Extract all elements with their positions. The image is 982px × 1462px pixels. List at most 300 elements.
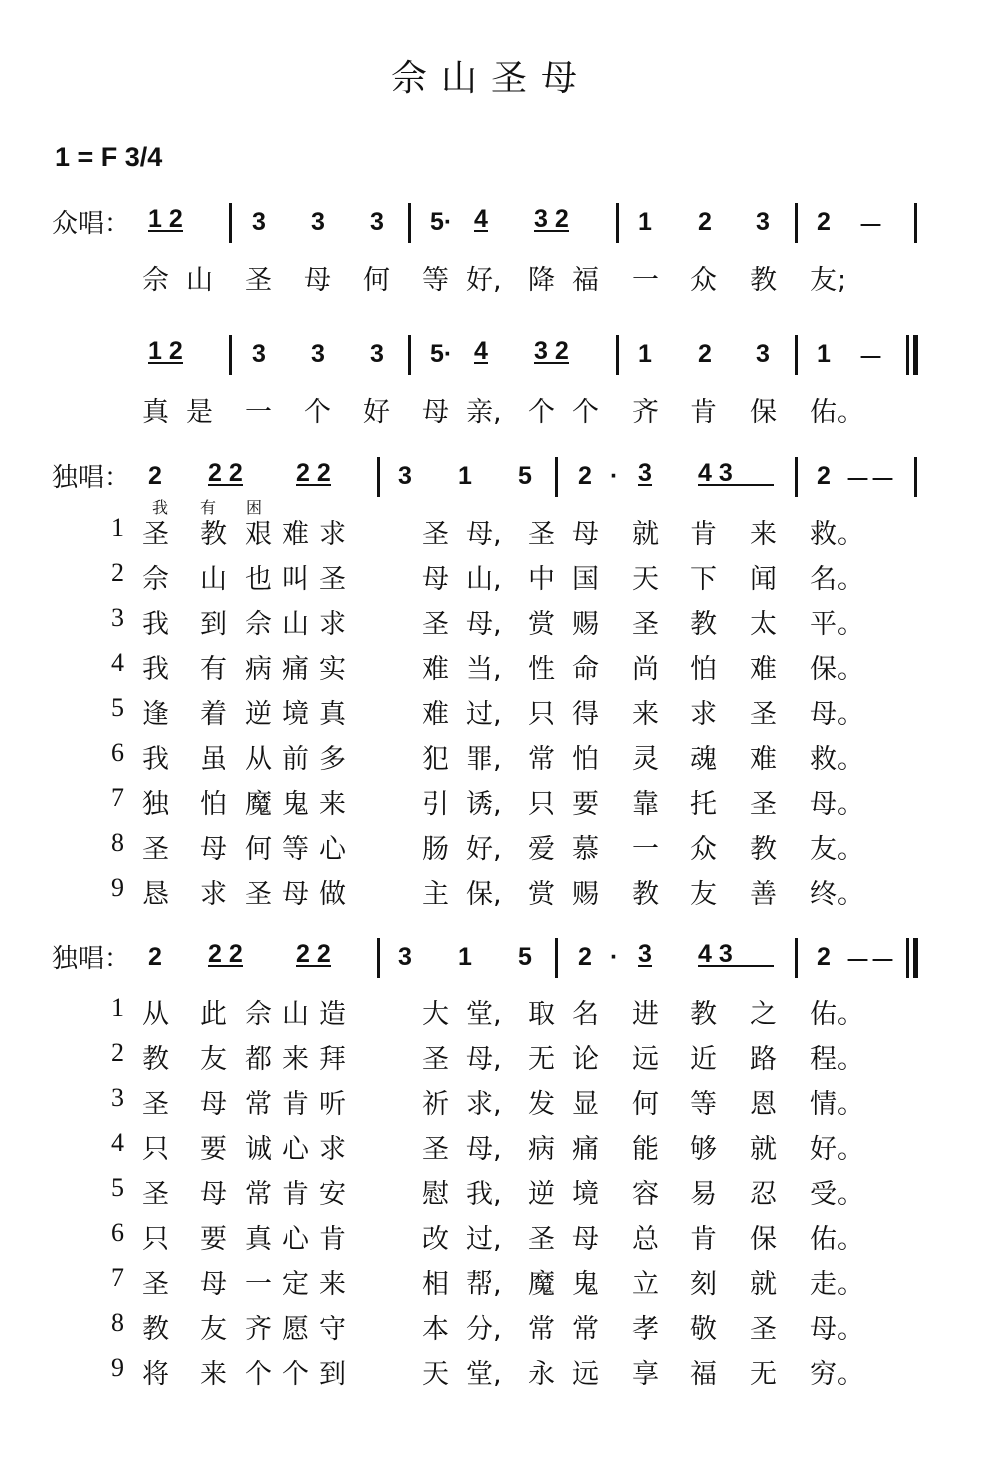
lyric: 圣 — [245, 265, 272, 296]
verse-number: 9 — [111, 1353, 124, 1382]
barline — [795, 335, 798, 375]
verse-lyric: 佘山求 — [245, 609, 356, 640]
verse-lyric: 慰 — [422, 1179, 449, 1210]
verse-lyric: 之 — [750, 999, 777, 1030]
verse-lyric: 刻 — [690, 1269, 717, 1300]
solo2-label: 独唱： — [52, 944, 131, 974]
verse-lyric: 当, — [466, 654, 502, 685]
verse-lyric: 慕 — [572, 834, 599, 865]
verse-lyric: 我 — [142, 744, 169, 775]
verse-lyric: 只 — [528, 699, 555, 730]
note: 3 — [311, 208, 325, 236]
verse-lyric: 母 — [200, 1269, 227, 1300]
verse-lyric: 圣 — [528, 1224, 555, 1255]
verse-lyric: 母, — [466, 609, 502, 640]
note: 3 — [370, 208, 384, 236]
lyric: 一 — [245, 397, 272, 428]
barline — [377, 457, 380, 497]
verse-lyric: 孝 — [632, 1314, 659, 1345]
lyric: 友; — [810, 265, 847, 296]
note: 3 — [398, 943, 412, 971]
verse-lyric: 救。 — [810, 744, 864, 775]
verse-lyric: 善 — [750, 879, 777, 910]
note: 2 — [698, 340, 712, 368]
note: 3 — [756, 340, 770, 368]
verse-lyric: 圣 — [422, 609, 449, 640]
verse-lyric: 从 — [142, 999, 169, 1030]
verse-number: 7 — [111, 783, 124, 812]
verse-lyric: 何 — [632, 1089, 659, 1120]
final-barline — [906, 335, 918, 375]
verse-lyric: 圣 — [142, 1089, 169, 1120]
verse-lyric: 保, — [466, 879, 502, 910]
verse-lyric: 境 — [572, 1179, 599, 1210]
verse-lyric: 来 — [632, 699, 659, 730]
verse-lyric: 无 — [750, 1359, 777, 1390]
verse-lyric: 圣 — [422, 519, 449, 550]
lyric: 福 — [572, 265, 599, 296]
verse-lyric: 远 — [632, 1044, 659, 1075]
verse-lyric: 本 — [422, 1314, 449, 1345]
note: 2 — [148, 462, 162, 490]
verse-lyric: 母 — [572, 519, 599, 550]
lyric: 亲, — [466, 397, 502, 428]
lyric: 好, — [466, 265, 502, 296]
verse-lyric: 圣 — [142, 834, 169, 865]
verse-lyric: 母 — [422, 564, 449, 595]
verse-lyric: 求 — [690, 699, 717, 730]
barline — [795, 457, 798, 497]
verse-lyric: 来 — [750, 519, 777, 550]
note: 1 2 — [148, 205, 183, 233]
verse-lyric: 常肯安 — [245, 1179, 356, 1210]
lyric: 个 — [572, 397, 599, 428]
note: 2 — [698, 208, 712, 236]
note: 1 — [458, 943, 472, 971]
verse-number: 3 — [111, 603, 124, 632]
verse-number: 5 — [111, 693, 124, 722]
verse-number: 6 — [111, 1218, 124, 1247]
verse-lyric: 就 — [750, 1134, 777, 1165]
verse-lyric: 赏 — [528, 609, 555, 640]
lyric: 个 — [304, 397, 331, 428]
note: 3 2 — [534, 205, 569, 233]
lyric: 山 — [186, 265, 213, 296]
verse-lyric: 犯 — [422, 744, 449, 775]
verse-lyric: 太 — [750, 609, 777, 640]
note: 2 — [817, 943, 831, 971]
verse-lyric: 病 — [528, 1134, 555, 1165]
barline — [555, 457, 558, 497]
verse-lyric: 福 — [690, 1359, 717, 1390]
note: 4 3 — [698, 943, 774, 967]
chorus-label: 众唱： — [52, 209, 131, 239]
verse-lyric: 着 — [200, 699, 227, 730]
verse-lyric: 只 — [142, 1224, 169, 1255]
verse-lyric: 命 — [572, 654, 599, 685]
verse-lyric: 等 — [690, 1089, 717, 1120]
note: 1 — [817, 340, 831, 368]
verse-lyric: 一定来 — [245, 1269, 356, 1300]
verse-lyric: 取 — [528, 999, 555, 1030]
verse-lyric: 圣 — [142, 1179, 169, 1210]
note: 4 3 — [698, 462, 774, 486]
verse-lyric: 靠 — [632, 789, 659, 820]
verse-lyric: 赏 — [528, 879, 555, 910]
verse-lyric: 中 — [528, 564, 555, 595]
verse-lyric: 母 — [572, 1224, 599, 1255]
barline — [408, 203, 411, 243]
verse-lyric: 教 — [690, 609, 717, 640]
verse-lyric: 母, — [466, 1044, 502, 1075]
verse-lyric: 能 — [632, 1134, 659, 1165]
verse-lyric: 终。 — [810, 879, 864, 910]
verse-lyric: 敬 — [690, 1314, 717, 1345]
verse-lyric: 得 — [572, 699, 599, 730]
verse-lyric: 只 — [528, 789, 555, 820]
verse-lyric: 常 — [528, 1314, 555, 1345]
note: 3 — [370, 340, 384, 368]
verse-lyric: 天 — [632, 564, 659, 595]
barline — [795, 938, 798, 978]
verse-lyric: 情。 — [810, 1089, 864, 1120]
verse-number: 7 — [111, 1263, 124, 1292]
lyric: 佑。 — [810, 397, 864, 428]
verse-lyric: 显 — [572, 1089, 599, 1120]
verse-number: 5 — [111, 1173, 124, 1202]
verse-lyric: 魔鬼来 — [245, 789, 356, 820]
verse-lyric: 母 — [200, 1179, 227, 1210]
barline — [229, 335, 232, 375]
note: · — [610, 462, 619, 490]
barline — [229, 203, 232, 243]
note: 2 2 — [208, 459, 243, 487]
note: 2 — [817, 462, 831, 490]
verse-lyric: 相 — [422, 1269, 449, 1300]
note: 1 — [638, 208, 652, 236]
verse-lyric: 母, — [466, 519, 502, 550]
verse-lyric: 病痛实 — [245, 654, 356, 685]
verse-lyric: 程。 — [810, 1044, 864, 1075]
note: － — [858, 212, 884, 240]
lyric: 母 — [304, 265, 331, 296]
verse-lyric: 到 — [200, 609, 227, 640]
verse-lyric: 怕 — [200, 789, 227, 820]
verse-lyric: 将 — [142, 1359, 169, 1390]
verse-lyric: 独 — [142, 789, 169, 820]
barline — [914, 457, 917, 497]
verse-lyric: 容 — [632, 1179, 659, 1210]
verse-lyric: 母。 — [810, 789, 864, 820]
verse-lyric: 近 — [690, 1044, 717, 1075]
verse-lyric: 灵 — [632, 744, 659, 775]
verse-lyric: 托 — [690, 789, 717, 820]
lyric: 一 — [632, 265, 659, 296]
note: 4 — [474, 205, 488, 233]
lyric: 真 — [142, 397, 169, 428]
verse-lyric: 堂, — [466, 999, 502, 1030]
verse-lyric: 圣 — [142, 519, 169, 550]
verse-lyric: 母, — [466, 1134, 502, 1165]
verse-lyric: 尚 — [632, 654, 659, 685]
lyric: 教 — [750, 265, 777, 296]
verse-lyric: 肯 — [690, 1224, 717, 1255]
verse-lyric: 山 — [200, 564, 227, 595]
note: · — [610, 943, 619, 971]
verse-lyric: 常 — [572, 1314, 599, 1345]
verse-lyric: 常肯听 — [245, 1089, 356, 1120]
verse-lyric: 佑。 — [810, 999, 864, 1030]
verse-lyric: 只 — [142, 1134, 169, 1165]
verse-lyric: 要 — [200, 1134, 227, 1165]
verse-number: 4 — [111, 1128, 124, 1157]
note: 2 — [148, 943, 162, 971]
verse-lyric: 佑。 — [810, 1224, 864, 1255]
note: 2 — [817, 208, 831, 236]
verse-lyric: 保 — [750, 1224, 777, 1255]
lyric: 个 — [528, 397, 555, 428]
lyric: 众 — [690, 265, 717, 296]
verse-lyric: 好, — [466, 834, 502, 865]
verse-lyric: 罪, — [466, 744, 502, 775]
verse-lyric: 诚心求 — [245, 1134, 356, 1165]
verse-lyric: 诱, — [466, 789, 502, 820]
barline — [795, 203, 798, 243]
note: 3 — [756, 208, 770, 236]
lyric: 母 — [422, 397, 449, 428]
verse-lyric: 下 — [690, 564, 717, 595]
verse-lyric: 受。 — [810, 1179, 864, 1210]
verse-lyric: 恳 — [142, 879, 169, 910]
final-barline — [906, 938, 918, 978]
lyric: 保 — [750, 397, 777, 428]
note: 3 — [638, 459, 652, 487]
verse-lyric: 母 — [200, 834, 227, 865]
barline — [377, 938, 380, 978]
verse-number: 4 — [111, 648, 124, 677]
verse-lyric: 何等心 — [245, 834, 356, 865]
verse-lyric: 就 — [632, 519, 659, 550]
barline — [408, 335, 411, 375]
verse-lyric: 永 — [528, 1359, 555, 1390]
verse-lyric: 虽 — [200, 744, 227, 775]
note: 5 — [518, 462, 532, 490]
note: 3 — [252, 208, 266, 236]
note: －－ — [845, 947, 896, 975]
verse-lyric: 进 — [632, 999, 659, 1030]
verse-number: 3 — [111, 1083, 124, 1112]
verse-lyric: 引 — [422, 789, 449, 820]
verse-lyric: 忍 — [750, 1179, 777, 1210]
verse-lyric: 大 — [422, 999, 449, 1030]
verse-lyric: 总 — [632, 1224, 659, 1255]
solo1-label: 独唱： — [52, 463, 131, 493]
verse-lyric: 我 — [142, 609, 169, 640]
verse-lyric: 救。 — [810, 519, 864, 550]
verse-lyric: 祈 — [422, 1089, 449, 1120]
verse-lyric: 立 — [632, 1269, 659, 1300]
song-title: 佘山圣母 — [390, 58, 591, 99]
note: 5· — [430, 340, 453, 368]
verse-lyric: 够 — [690, 1134, 717, 1165]
verse-lyric: 恩 — [750, 1089, 777, 1120]
verse-lyric: 教 — [142, 1044, 169, 1075]
small-lyric: 我 — [152, 498, 169, 517]
lyric: 降 — [528, 265, 555, 296]
verse-lyric: 一 — [632, 834, 659, 865]
verse-lyric: 享 — [632, 1359, 659, 1390]
note: 1 2 — [148, 337, 183, 365]
verse-lyric: 圣 — [528, 519, 555, 550]
verse-lyric: 我 — [142, 654, 169, 685]
verse-lyric: 也叫圣 — [245, 564, 356, 595]
verse-lyric: 佘 — [142, 564, 169, 595]
verse-lyric: 易 — [690, 1179, 717, 1210]
verse-lyric: 圣母做 — [245, 879, 356, 910]
verse-lyric: 赐 — [572, 609, 599, 640]
note: 3 — [638, 940, 652, 968]
verse-lyric: 怕 — [572, 744, 599, 775]
note: 2 2 — [296, 459, 331, 487]
verse-number: 8 — [111, 1308, 124, 1337]
small-lyric: 有 — [200, 498, 217, 517]
note: － — [858, 344, 884, 372]
note: －－ — [845, 466, 896, 494]
verse-lyric: 求, — [466, 1089, 502, 1120]
verse-lyric: 教 — [690, 999, 717, 1030]
verse-lyric: 齐愿守 — [245, 1314, 356, 1345]
verse-number: 1 — [111, 513, 124, 542]
verse-lyric: 从前多 — [245, 744, 356, 775]
verse-lyric: 教 — [142, 1314, 169, 1345]
verse-lyric: 论 — [572, 1044, 599, 1075]
note: 2 — [578, 462, 592, 490]
verse-lyric: 佘山造 — [245, 999, 356, 1030]
verse-lyric: 无 — [528, 1044, 555, 1075]
note: 5 — [518, 943, 532, 971]
note: 4 — [474, 337, 488, 365]
verse-lyric: 逆 — [528, 1179, 555, 1210]
verse-lyric: 国 — [572, 564, 599, 595]
verse-lyric: 圣 — [422, 1134, 449, 1165]
key-signature: 1 = F 3/4 — [55, 142, 163, 172]
lyric: 好 — [363, 397, 390, 428]
verse-lyric: 爱 — [528, 834, 555, 865]
verse-lyric: 肯 — [690, 519, 717, 550]
verse-lyric: 肠 — [422, 834, 449, 865]
verse-lyric: 分, — [466, 1314, 502, 1345]
verse-lyric: 远 — [572, 1359, 599, 1390]
verse-lyric: 圣 — [422, 1044, 449, 1075]
verse-number: 6 — [111, 738, 124, 767]
verse-lyric: 友。 — [810, 834, 864, 865]
verse-number: 8 — [111, 828, 124, 857]
verse-lyric: 帮, — [466, 1269, 502, 1300]
note: 3 — [311, 340, 325, 368]
verse-lyric: 性 — [528, 654, 555, 685]
verse-lyric: 圣 — [750, 699, 777, 730]
verse-lyric: 名。 — [810, 564, 864, 595]
verse-lyric: 友 — [200, 1044, 227, 1075]
note: 2 2 — [296, 940, 331, 968]
verse-lyric: 赐 — [572, 879, 599, 910]
verse-lyric: 难 — [422, 654, 449, 685]
barline — [616, 335, 619, 375]
verse-lyric: 难 — [750, 744, 777, 775]
note: 2 — [578, 943, 592, 971]
verse-lyric: 闻 — [750, 564, 777, 595]
note: 1 — [638, 340, 652, 368]
verse-lyric: 教 — [632, 879, 659, 910]
small-lyric: 困 — [246, 498, 263, 517]
verse-lyric: 友 — [690, 879, 717, 910]
verse-lyric: 魔 — [528, 1269, 555, 1300]
verse-lyric: 常 — [528, 744, 555, 775]
verse-lyric: 有 — [200, 654, 227, 685]
verse-lyric: 过, — [466, 699, 502, 730]
verse-lyric: 众 — [690, 834, 717, 865]
verse-lyric: 天 — [422, 1359, 449, 1390]
verse-lyric: 此 — [200, 999, 227, 1030]
verse-lyric: 堂, — [466, 1359, 502, 1390]
verse-lyric: 平。 — [810, 609, 864, 640]
verse-lyric: 友 — [200, 1314, 227, 1345]
verse-lyric: 母 — [200, 1089, 227, 1120]
verse-lyric: 圣 — [750, 789, 777, 820]
note: 1 — [458, 462, 472, 490]
verse-lyric: 圣 — [750, 1314, 777, 1345]
verse-lyric: 魂 — [690, 744, 717, 775]
verse-lyric: 母。 — [810, 1314, 864, 1345]
verse-lyric: 路 — [750, 1044, 777, 1075]
verse-lyric: 母。 — [810, 699, 864, 730]
verse-lyric: 真心肯 — [245, 1224, 356, 1255]
verse-lyric: 主 — [422, 879, 449, 910]
lyric: 是 — [186, 397, 213, 428]
verse-lyric: 好。 — [810, 1134, 864, 1165]
verse-lyric: 穷。 — [810, 1359, 864, 1390]
verse-lyric: 保。 — [810, 654, 864, 685]
verse-lyric: 难 — [422, 699, 449, 730]
verse-lyric: 名 — [572, 999, 599, 1030]
verse-lyric: 求 — [200, 879, 227, 910]
barline — [616, 203, 619, 243]
note: 3 2 — [534, 337, 569, 365]
verse-lyric: 教 — [750, 834, 777, 865]
verse-lyric: 圣 — [632, 609, 659, 640]
verse-lyric: 痛 — [572, 1134, 599, 1165]
verse-lyric: 改 — [422, 1224, 449, 1255]
verse-lyric: 难 — [750, 654, 777, 685]
verse-lyric: 过, — [466, 1224, 502, 1255]
verse-lyric: 山, — [466, 564, 502, 595]
verse-lyric: 怕 — [690, 654, 717, 685]
verse-lyric: 发 — [528, 1089, 555, 1120]
barline — [555, 938, 558, 978]
note: 3 — [252, 340, 266, 368]
barline — [914, 203, 917, 243]
verse-lyric: 都来拜 — [245, 1044, 356, 1075]
verse-lyric: 我, — [466, 1179, 502, 1210]
verse-lyric: 圣 — [142, 1269, 169, 1300]
verse-lyric: 教 — [200, 519, 227, 550]
verse-lyric: 要 — [572, 789, 599, 820]
lyric: 等 — [422, 265, 449, 296]
verse-number: 2 — [111, 1038, 124, 1067]
lyric: 何 — [363, 265, 390, 296]
lyric: 佘 — [142, 265, 169, 296]
note: 5· — [430, 208, 453, 236]
